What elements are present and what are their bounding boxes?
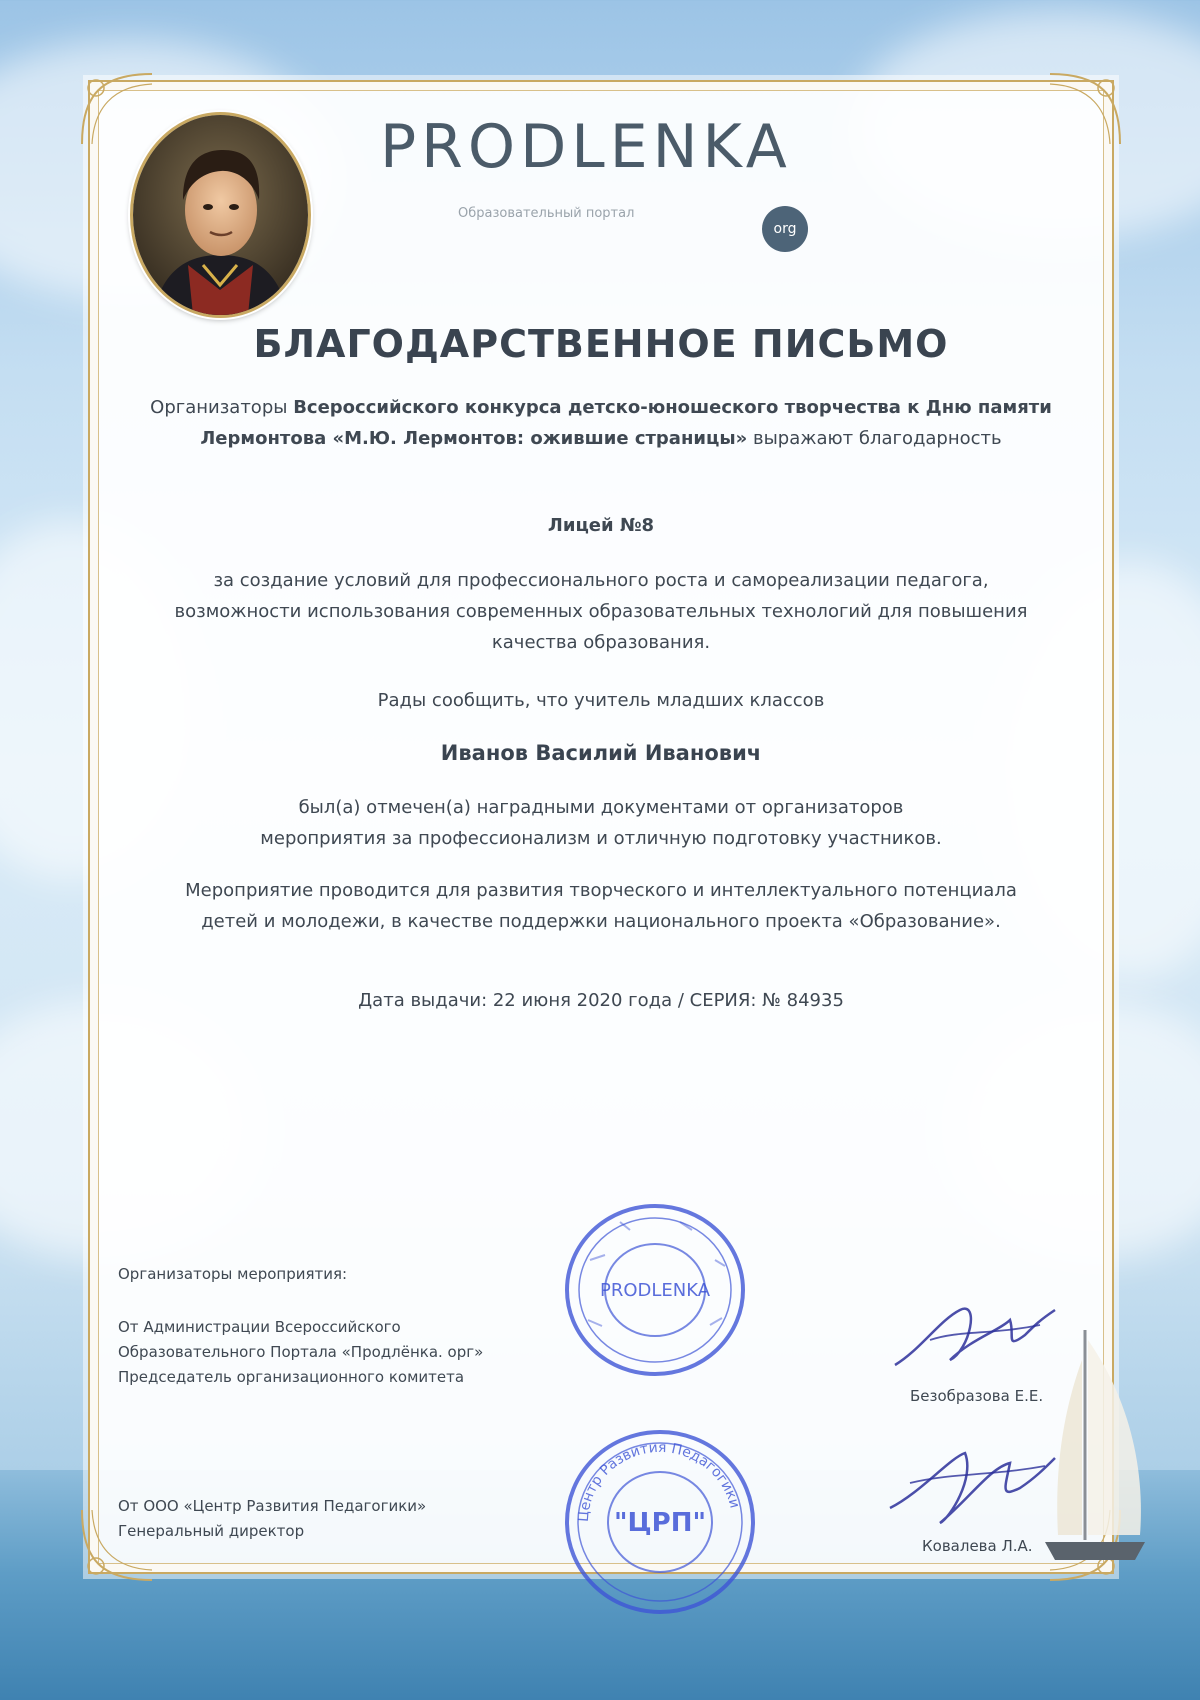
- stamp-center-text: PRODLENKA: [599, 1280, 711, 1301]
- stamp-ring-text: Центр Развития Педагогики: [575, 1439, 743, 1523]
- stamp-center-text: "ЦРП": [613, 1508, 707, 1538]
- prodlenka-logo: [380, 112, 800, 242]
- intro-suffix: выражают благодарность: [747, 428, 1002, 449]
- purpose-paragraph: Мероприятие проводится для развития творческого и интеллектуального потенциала детей и молодежи, в качестве поддержки национального проекта «Образование».: [185, 880, 1017, 932]
- certificate-sheet: [88, 80, 1114, 1574]
- logo-subtitle: Образовательный портал: [458, 206, 635, 221]
- intro-paragraph: [140, 392, 1062, 454]
- admin-line: Председатель организационного комитета: [118, 1368, 465, 1386]
- crp-stamp: [560, 1427, 760, 1617]
- ornament-corner-icon: [1040, 64, 1130, 154]
- admin-line: Образовательного Портала «Продлёнка. орг»: [118, 1343, 484, 1361]
- logo-badge: org: [762, 206, 808, 252]
- center-line: Генеральный директор: [118, 1522, 305, 1540]
- prodlenka-stamp: [560, 1200, 750, 1380]
- recipient: Лицей №8: [547, 515, 655, 536]
- center-line: От ООО «Центр Развития Педагогики»: [118, 1497, 427, 1515]
- teacher-name: Иванов Василий Иванович: [440, 741, 762, 765]
- signatory-first: Безобразова Е.Е.: [910, 1387, 1044, 1405]
- intro-contest: Всероссийского конкурса детско-юношеского творчества к Дню памяти Лермонтова «М.Ю. Лермонтов: ожившие страницы»: [200, 397, 1052, 449]
- page-title: БЛАГОДАРСТВЕННОЕ ПИСЬМО: [253, 322, 949, 366]
- signatory-second: Ковалева Л.А.: [922, 1537, 1033, 1555]
- award-paragraph: был(а) отмечен(а) наградными документами от организаторов мероприятия за профессионализм и отличную подготовку участников.: [260, 797, 942, 849]
- issue-info: Дата выдачи: 22 июня 2020 года / СЕРИЯ: № 84935: [358, 990, 844, 1011]
- organizers-block: [118, 1262, 598, 1544]
- portrait-image: [130, 112, 311, 318]
- teacher-intro: Рады сообщить, что учитель младших классов: [377, 690, 825, 711]
- logo-brand: PRODLENKA: [380, 112, 792, 182]
- admin-line: От Администрации Всероссийского: [118, 1318, 401, 1336]
- sailboat-image: [1020, 1320, 1160, 1580]
- ornament-corner-icon: [72, 64, 162, 154]
- reason-paragraph: за создание условий для профессионального роста и самореализации педагога, возможности использования современных образовательных технологий для повышения качества образования.: [174, 570, 1028, 653]
- organizers-heading: Организаторы мероприятия:: [118, 1265, 348, 1283]
- intro-prefix: Организаторы: [150, 397, 294, 418]
